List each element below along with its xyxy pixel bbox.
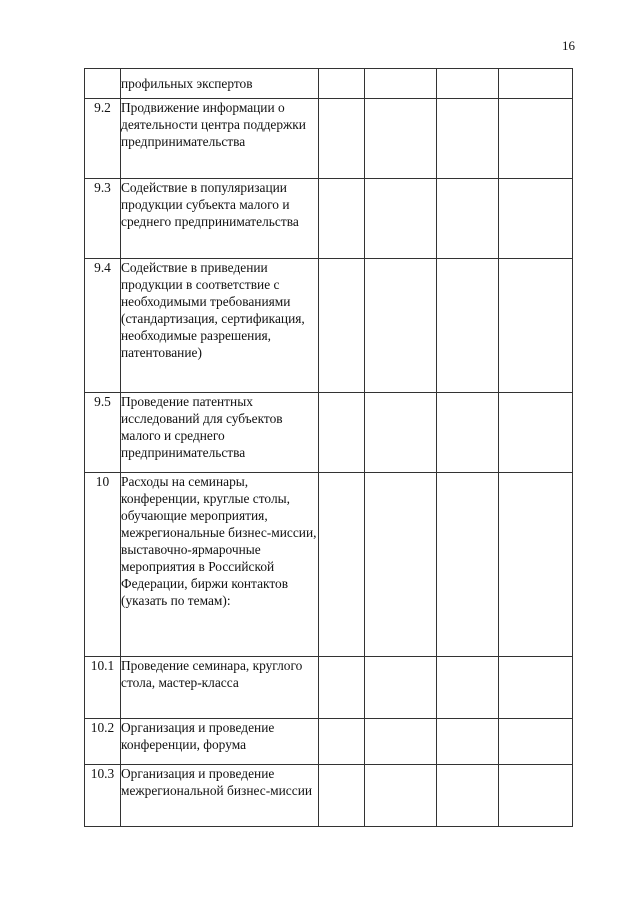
empty-cell (499, 99, 573, 179)
row-number: 9.4 (85, 259, 121, 393)
row-description: Расходы на семинары, конференции, круглые столы, обучающие мероприятия, межрегиональные бизнес-миссии, выставочно-ярмарочные мероприятия в Российской Федерации, биржи контактов (указать по темам): (121, 473, 319, 657)
row-number: 10.2 (85, 719, 121, 765)
table-row (85, 719, 573, 765)
empty-cell (365, 259, 437, 393)
empty-cell (319, 765, 365, 827)
empty-cell (319, 99, 365, 179)
empty-cell (437, 473, 499, 657)
row-number: 10.1 (85, 657, 121, 719)
table-row (85, 259, 573, 393)
table-row (85, 393, 573, 473)
empty-cell (499, 657, 573, 719)
row-description: профильных экспертов (121, 69, 319, 99)
row-number: 9.3 (85, 179, 121, 259)
empty-cell (319, 69, 365, 99)
row-description: Организация и проведение межрегиональной бизнес-миссии (121, 765, 319, 827)
row-description: Проведение патентных исследований для субъектов малого и среднего предпринимательства (121, 393, 319, 473)
empty-cell (365, 69, 437, 99)
row-description: Продвижение информации о деятельности центра поддержки предпринимательства (121, 99, 319, 179)
row-description: Организация и проведение конференции, форума (121, 719, 319, 765)
table-row (85, 99, 573, 179)
empty-cell (499, 259, 573, 393)
empty-cell (319, 259, 365, 393)
empty-cell (437, 99, 499, 179)
empty-cell (365, 657, 437, 719)
row-description: Содействие в приведении продукции в соответствие с необходимыми требованиями (стандартизация, сертификация, необходимые разрешения, патентование) (121, 259, 319, 393)
empty-cell (499, 69, 573, 99)
row-number (85, 69, 121, 99)
row-description: Проведение семинара, круглого стола, мастер-класса (121, 657, 319, 719)
empty-cell (437, 657, 499, 719)
empty-cell (365, 393, 437, 473)
table-row (85, 657, 573, 719)
empty-cell (319, 393, 365, 473)
empty-cell (499, 393, 573, 473)
empty-cell (319, 657, 365, 719)
empty-cell (319, 179, 365, 259)
table-row (85, 765, 573, 827)
empty-cell (365, 473, 437, 657)
empty-cell (437, 259, 499, 393)
row-description: Содействие в популяризации продукции субъекта малого и среднего предпринимательства (121, 179, 319, 259)
table-row (85, 69, 573, 99)
page-number: 16 (562, 38, 575, 53)
row-number: 9.2 (85, 99, 121, 179)
empty-cell (319, 473, 365, 657)
row-number: 9.5 (85, 393, 121, 473)
table-row (85, 179, 573, 259)
empty-cell (499, 473, 573, 657)
empty-cell (365, 99, 437, 179)
empty-cell (365, 719, 437, 765)
empty-cell (437, 179, 499, 259)
empty-cell (437, 719, 499, 765)
empty-cell (499, 179, 573, 259)
empty-cell (437, 393, 499, 473)
empty-cell (499, 765, 573, 827)
empty-cell (365, 179, 437, 259)
empty-cell (365, 765, 437, 827)
table-row (85, 473, 573, 657)
empty-cell (499, 719, 573, 765)
empty-cell (319, 719, 365, 765)
empty-cell (437, 765, 499, 827)
row-number: 10 (85, 473, 121, 657)
empty-cell (437, 69, 499, 99)
row-number: 10.3 (85, 765, 121, 827)
expense-table (84, 68, 573, 827)
